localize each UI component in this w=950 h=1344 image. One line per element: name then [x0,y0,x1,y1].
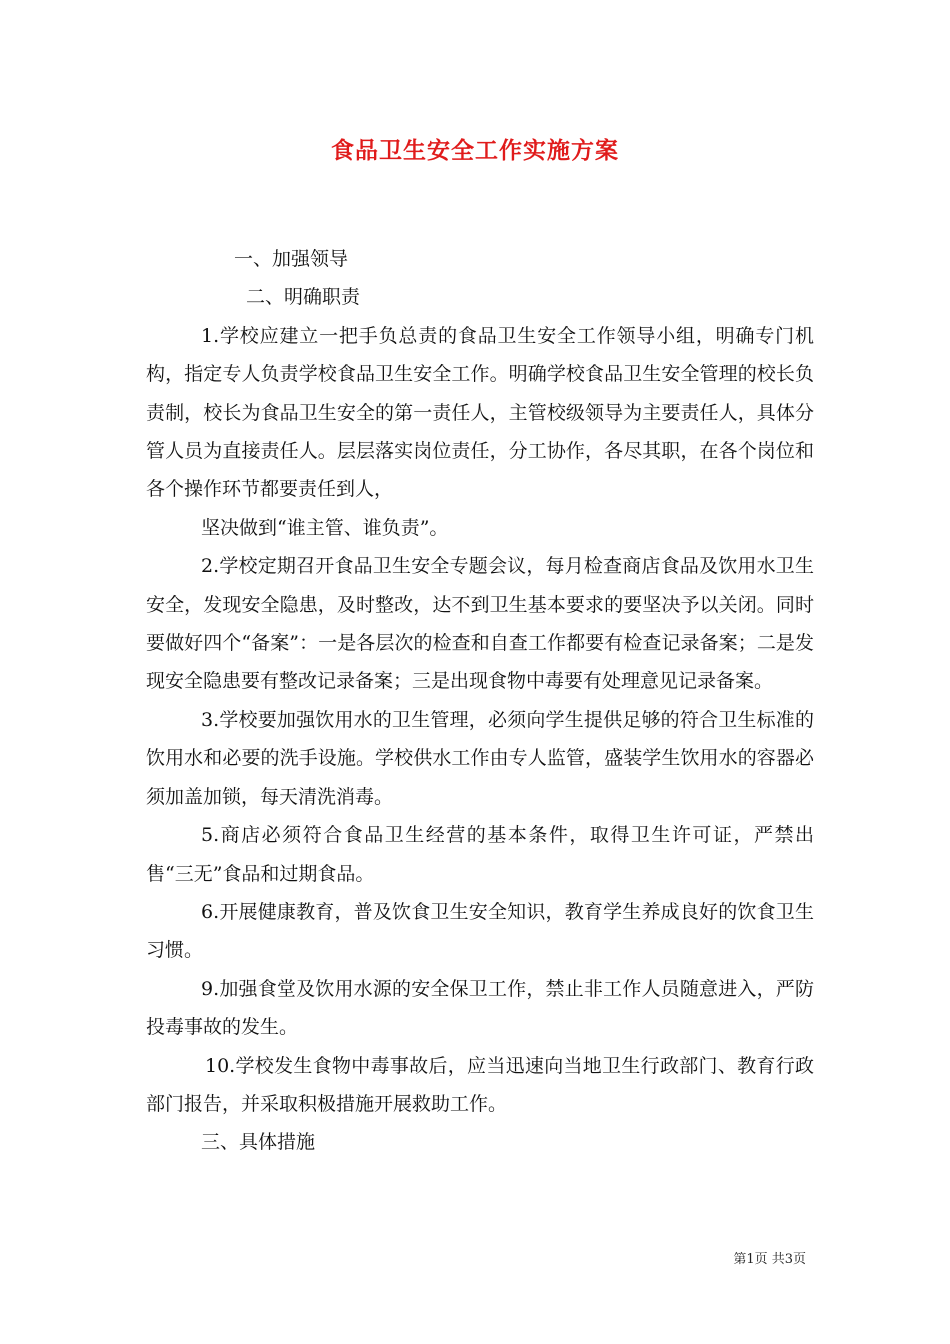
paragraph-item-10: 10.学校发生食物中毒事故后，应当迅速向当地卫生行政部门、教育行政部门报告，并采取积极措施开展救助工作。 [146,1054,814,1115]
document-title: 食品卫生安全工作实施方案 [331,137,619,164]
page-number: 第1页 共3页 [733,1252,806,1267]
paragraph-item-3: 3.学校要加强饮用水的卫生管理，必须向学生提供足够的符合卫生标准的饮用水和必要的洗手设施。学校供水工作由专人监管，盛装学生饮用水的容器必须加盖加锁，每天清洗消毒。 [146,708,814,808]
section-heading-measures: 三、具体措施 [201,1131,316,1154]
document-body [146,240,814,1162]
section-heading-responsibilities: 二、明确职责 [246,286,361,309]
paragraph-item-6: 6.开展健康教育，普及饮食卫生安全知识，教育学生养成良好的饮食卫生习惯。 [146,900,814,962]
paragraph-item-1: 1.学校应建立一把手负总责的食品卫生安全工作领导小组，明确专门机构，指定专人负责学校食品卫生安全工作。明确学校食品卫生安全管理的校长负责制，校长为食品卫生安全的第一责任人，主管校级领导为主要责任人，具体分管人员为直接责任人。层层落实岗位责任，分工协作，各尽其职，在各个岗位和各个操作环节都要责任到人， [146,324,814,501]
paragraph-item-9: 9.加强食堂及饮用水源的安全保卫工作，禁止非工作人员随意进入，严防投毒事故的发生。 [146,977,814,1039]
paragraph-item-2: 2.学校定期召开食品卫生安全专题会议，每月检查商店食品及饮用水卫生安全，发现安全隐患，及时整改，达不到卫生基本要求的要坚决予以关闭。同时要做好四个“备案”：一是各层次的检查和自查工作都要有检查记录备案；二是发现安全隐患要有整改记录备案；三是出现食物中毒要有处理意见记录备案。 [146,555,814,693]
section-heading-leadership: 一、加强领导 [234,248,349,270]
paragraph-item-5: 5.商店必须符合食品卫生经营的基本条件，取得卫生许可证，严禁出售“三无”食品和过期食品。 [146,824,814,885]
paragraph-continuation: 坚决做到“谁主管、谁负责”。 [201,516,449,539]
